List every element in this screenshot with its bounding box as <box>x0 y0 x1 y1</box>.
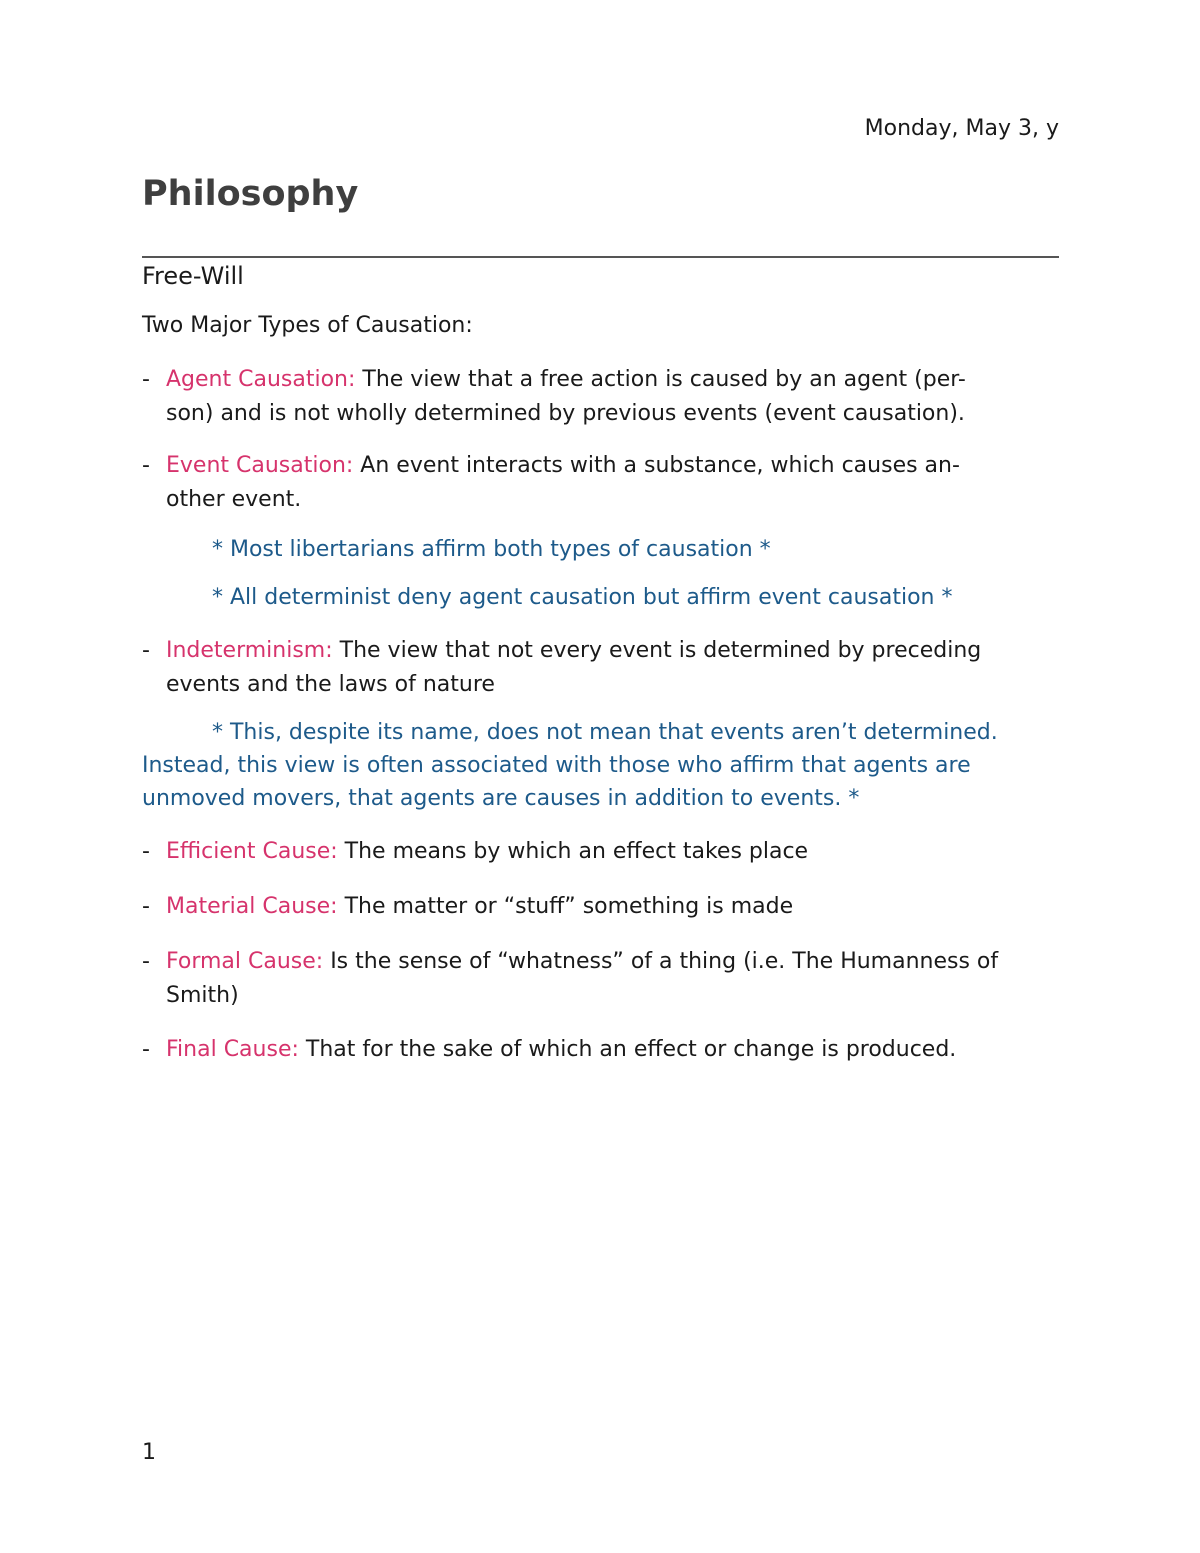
section-subtitle: Free-Will <box>142 262 244 290</box>
term-label: Indeterminism: <box>166 638 333 663</box>
bullet-dash: - <box>142 367 150 392</box>
term-label: Agent Causation: <box>166 367 356 392</box>
page-title: Philosophy <box>142 174 359 214</box>
definition-text: The means by which an effect takes place <box>337 839 809 864</box>
bullet-dash: - <box>142 453 150 478</box>
list-item-event-causation <box>142 449 1062 517</box>
term-label: Final Cause: <box>166 1037 299 1062</box>
note-indeterminism <box>142 716 1062 815</box>
definition-text-continued: events and the laws of nature <box>166 672 495 697</box>
list-item-indeterminism <box>142 634 1062 702</box>
term-label: Material Cause: <box>166 894 338 919</box>
page-number: 1 <box>142 1440 156 1465</box>
note-determinist: * All determinist deny agent causation but affirm event causation * <box>212 585 953 610</box>
bullet-dash: - <box>142 638 150 663</box>
definition-text: An event interacts with a substance, which causes an- <box>353 453 960 478</box>
bullet-dash: - <box>142 1037 150 1062</box>
term-label: Efficient Cause: <box>166 839 338 864</box>
title-divider <box>142 256 1059 258</box>
bullet-dash: - <box>142 894 150 919</box>
note-libertarians: * Most libertarians affirm both types of causation * <box>212 537 771 562</box>
list-item-material-cause <box>142 890 1062 924</box>
definition-text-continued: other event. <box>166 487 302 512</box>
bullet-dash: - <box>142 839 150 864</box>
definition-text: The view that not every event is determined by preceding <box>332 638 982 663</box>
definition-text-continued: Smith) <box>166 983 239 1008</box>
note-indeterminism-line: Instead, this view is often associated with those who affirm that agents are <box>142 753 971 778</box>
definition-text: The matter or “stuff” something is made <box>337 894 794 919</box>
list-item-agent-causation <box>142 363 1062 431</box>
term-label: Event Causation: <box>166 453 354 478</box>
list-item-efficient-cause <box>142 835 1062 869</box>
definition-text-continued: son) and is not wholly determined by previous events (event causation). <box>166 401 965 426</box>
definition-text: Is the sense of “whatness” of a thing (i.e. The Humanness of <box>323 949 999 974</box>
definition-text: That for the sake of which an effect or change is produced. <box>298 1037 957 1062</box>
term-label: Formal Cause: <box>166 949 324 974</box>
list-item-final-cause <box>142 1033 1062 1067</box>
intro-text: Two Major Types of Causation: <box>142 313 473 338</box>
list-item-formal-cause <box>142 945 1062 1013</box>
date-header: Monday, May 3, y <box>864 116 1059 141</box>
note-indeterminism-line: * This, despite its name, does not mean that events aren’t determined. <box>212 720 998 745</box>
definition-text: The view that a free action is caused by an agent (per- <box>355 367 966 392</box>
bullet-dash: - <box>142 949 150 974</box>
note-indeterminism-line: unmoved movers, that agents are causes in addition to events. * <box>142 786 860 811</box>
